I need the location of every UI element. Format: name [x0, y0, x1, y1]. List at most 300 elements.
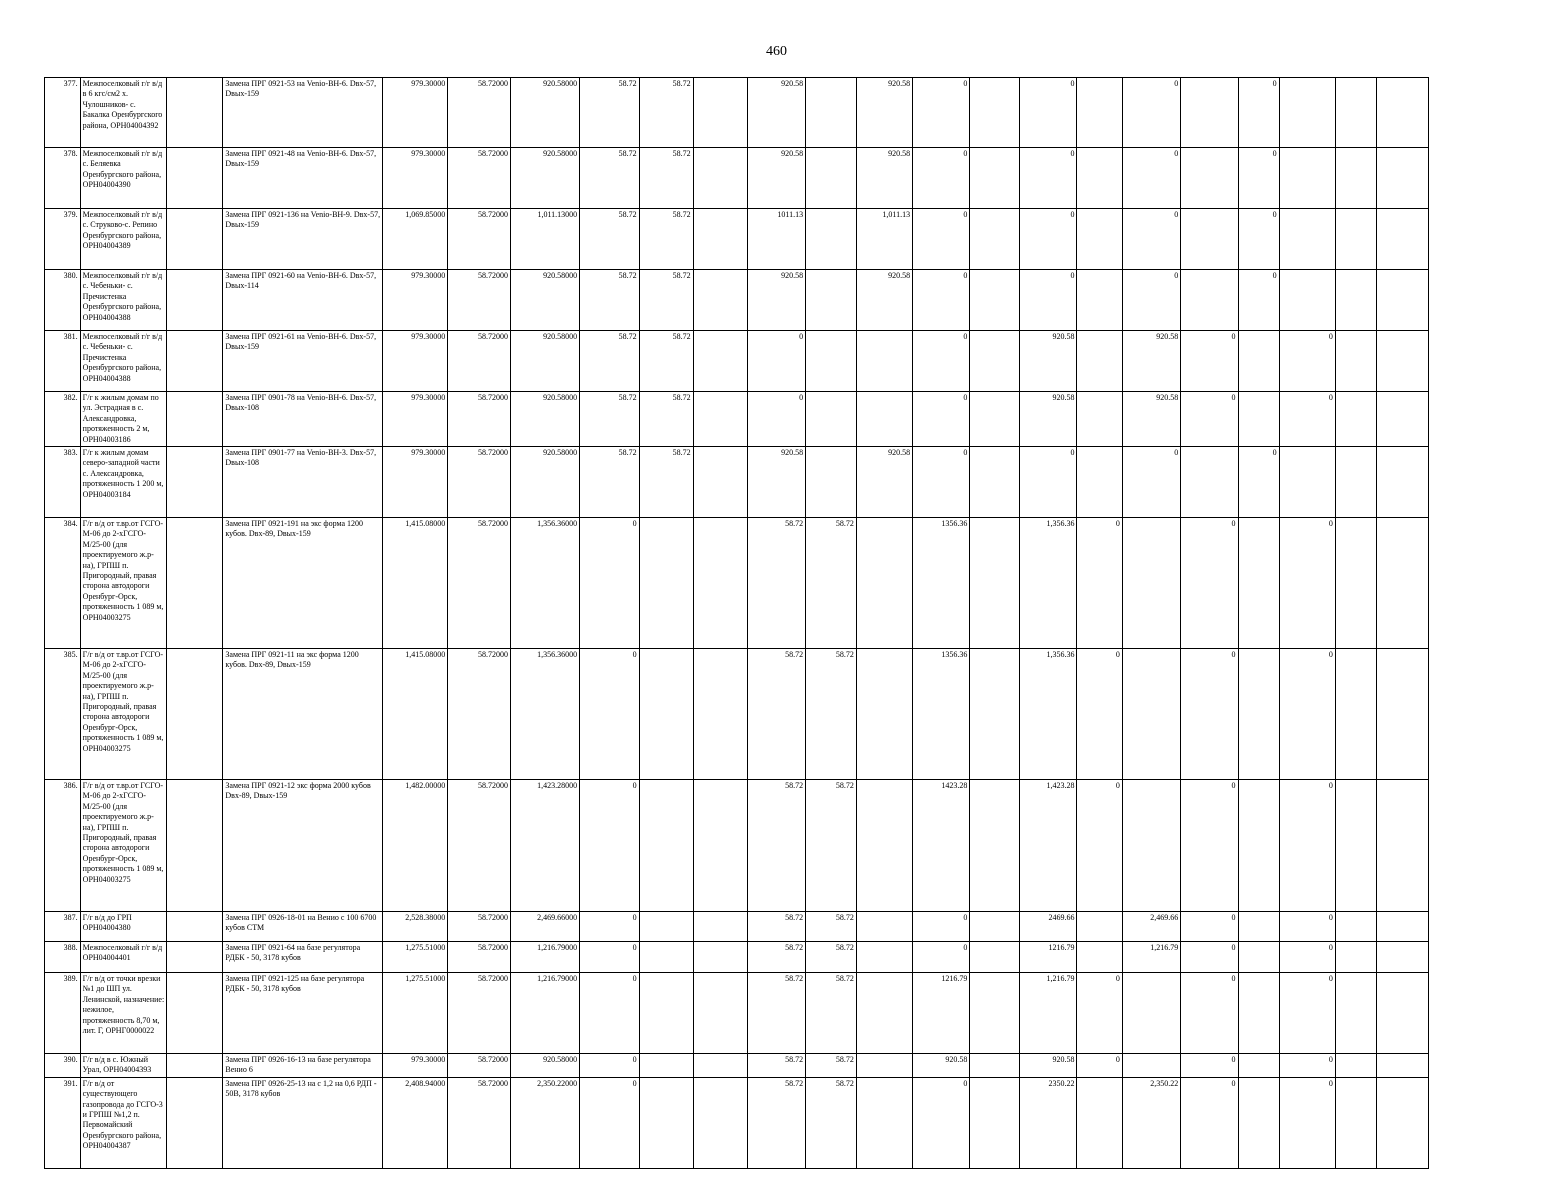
value-col-11	[970, 942, 1020, 973]
value-col-12: 920.58	[1020, 1054, 1077, 1078]
value-col-12: 2350.22	[1020, 1077, 1077, 1168]
value-col-5: 58.72	[639, 331, 693, 392]
value-col-16	[1238, 1054, 1279, 1078]
cost-part: 58.72000	[448, 447, 511, 518]
value-col-5	[639, 649, 693, 780]
value-col-15: 0	[1181, 1077, 1238, 1168]
total-cost: 1,275.51000	[383, 942, 448, 973]
value-col-6	[693, 780, 747, 912]
work-description: Замена ПРГ 0921-11 на экс форма 1200 кубов. Dвх-89, Dвых-159	[223, 649, 383, 780]
row-number: 384.	[45, 518, 81, 649]
value-col-15: 0	[1181, 912, 1238, 942]
work-description: Замена ПРГ 0921-12 экс форма 2000 кубов Dвх-89, Dвых-159	[223, 780, 383, 912]
table-row	[45, 1054, 1429, 1078]
work-description: Замена ПРГ 0901-78 на Venio-ВН-6. Dвх-57, Dвых-108	[223, 392, 383, 447]
cost-part: 58.72000	[448, 331, 511, 392]
value-col-13: 0	[1077, 1054, 1122, 1078]
value-col-17: 0	[1279, 912, 1335, 942]
row-number: 386.	[45, 780, 81, 912]
total-cost: 979.30000	[383, 392, 448, 447]
value-col-15	[1181, 270, 1238, 331]
table-row	[45, 973, 1429, 1054]
value-col-8	[806, 392, 857, 447]
value-col-12: 1216.79	[1020, 942, 1077, 973]
value-col-4: 58.72	[580, 392, 639, 447]
value-col-14: 920.58	[1122, 331, 1180, 392]
empty-cell	[1335, 270, 1376, 331]
empty-cell	[1335, 942, 1376, 973]
value-col-6	[693, 649, 747, 780]
total-cost: 979.30000	[383, 148, 448, 209]
cost-remaining: 920.58000	[510, 1054, 579, 1078]
cost-part: 58.72000	[448, 270, 511, 331]
value-col-10: 1356.36	[913, 518, 970, 649]
value-col-9	[856, 518, 912, 649]
value-col-12: 0	[1020, 270, 1077, 331]
value-col-5	[639, 1077, 693, 1168]
value-col-8: 58.72	[806, 942, 857, 973]
value-col-4: 58.72	[580, 78, 639, 148]
value-col-12: 0	[1020, 148, 1077, 209]
value-col-10: 0	[913, 1077, 970, 1168]
value-col-5	[639, 912, 693, 942]
object-name: Межпоселковый г/г в/д в 6 кгс/см2 х. Чулошников- с. Бакалка Оренбургского района, ОРН04004392	[80, 78, 167, 148]
cost-part: 58.72000	[448, 1077, 511, 1168]
value-col-5: 58.72	[639, 392, 693, 447]
value-col-11	[970, 148, 1020, 209]
value-col-4: 0	[580, 1054, 639, 1078]
row-number: 390.	[45, 1054, 81, 1078]
value-col-11	[970, 1077, 1020, 1168]
cost-remaining: 1,356.36000	[510, 649, 579, 780]
value-col-17	[1279, 148, 1335, 209]
value-col-11	[970, 78, 1020, 148]
value-col-7: 58.72	[747, 780, 805, 912]
table-row	[45, 942, 1429, 973]
value-col-17: 0	[1279, 392, 1335, 447]
value-col-5: 58.72	[639, 270, 693, 331]
work-description: Замена ПРГ 0926-25-13 на с 1,2 на 0,6 РДП - 50В, 3178 кубов	[223, 1077, 383, 1168]
value-col-17: 0	[1279, 518, 1335, 649]
empty-cell	[167, 270, 223, 331]
value-col-10: 0	[913, 447, 970, 518]
table-row	[45, 331, 1429, 392]
value-col-14: 920.58	[1122, 392, 1180, 447]
value-col-17	[1279, 209, 1335, 270]
value-col-9	[856, 780, 912, 912]
value-col-11	[970, 270, 1020, 331]
cost-remaining: 1,216.79000	[510, 973, 579, 1054]
work-description: Замена ПРГ 0926-18-01 на Венио с 100 6700 кубов СТМ	[223, 912, 383, 942]
table-row	[45, 209, 1429, 270]
total-cost: 2,528.38000	[383, 912, 448, 942]
table-row	[45, 1077, 1429, 1168]
value-col-9: 1,011.13	[856, 209, 912, 270]
value-col-17: 0	[1279, 780, 1335, 912]
value-col-11	[970, 973, 1020, 1054]
value-col-10: 0	[913, 209, 970, 270]
object-name: Г/г в/д от точки врезки №1 до ШП ул. Ленинской, назначение: нежилое, протяженность 8,70 м, лит. Г, ОРНГ0000022	[80, 973, 167, 1054]
value-col-17	[1279, 270, 1335, 331]
value-col-16: 0	[1238, 209, 1279, 270]
value-col-11	[970, 912, 1020, 942]
value-col-5	[639, 518, 693, 649]
empty-cell	[167, 78, 223, 148]
value-col-11	[970, 392, 1020, 447]
value-col-12: 0	[1020, 447, 1077, 518]
value-col-16	[1238, 331, 1279, 392]
value-col-15: 0	[1181, 649, 1238, 780]
value-col-10: 1216.79	[913, 973, 970, 1054]
value-col-13	[1077, 270, 1122, 331]
empty-cell	[167, 1054, 223, 1078]
value-col-15: 0	[1181, 1054, 1238, 1078]
value-col-12: 2469.66	[1020, 912, 1077, 942]
cost-part: 58.72000	[448, 78, 511, 148]
value-col-13	[1077, 209, 1122, 270]
value-col-9: 920.58	[856, 78, 912, 148]
value-col-13	[1077, 912, 1122, 942]
object-name: Межпоселковый г/г в/д ОРН04004401	[80, 942, 167, 973]
value-col-14: 0	[1122, 209, 1180, 270]
cost-part: 58.72000	[448, 518, 511, 649]
total-cost: 1,415.08000	[383, 649, 448, 780]
value-col-8	[806, 209, 857, 270]
empty-cell	[1376, 392, 1428, 447]
cost-part: 58.72000	[448, 649, 511, 780]
empty-cell	[167, 942, 223, 973]
cost-remaining: 1,011.13000	[510, 209, 579, 270]
value-col-8	[806, 331, 857, 392]
cost-part: 58.72000	[448, 148, 511, 209]
row-number: 389.	[45, 973, 81, 1054]
value-col-12: 920.58	[1020, 331, 1077, 392]
empty-cell	[1335, 518, 1376, 649]
value-col-12: 1,356.36	[1020, 649, 1077, 780]
value-col-4: 58.72	[580, 148, 639, 209]
value-col-6	[693, 1054, 747, 1078]
work-description: Замена ПРГ 0921-61 на Venio-ВН-6. Dвх-57, Dвых-159	[223, 331, 383, 392]
value-col-9	[856, 331, 912, 392]
value-col-14	[1122, 973, 1180, 1054]
value-col-15: 0	[1181, 331, 1238, 392]
value-col-6	[693, 1077, 747, 1168]
value-col-14	[1122, 1054, 1180, 1078]
value-col-14: 2,469.66	[1122, 912, 1180, 942]
work-description: Замена ПРГ 0921-48 на Venio-ВН-6. Dвх-57, Dвых-159	[223, 148, 383, 209]
value-col-15	[1181, 447, 1238, 518]
value-col-17: 0	[1279, 942, 1335, 973]
value-col-13: 0	[1077, 649, 1122, 780]
empty-cell	[1335, 780, 1376, 912]
value-col-11	[970, 780, 1020, 912]
cost-part: 58.72000	[448, 912, 511, 942]
value-col-17: 0	[1279, 1054, 1335, 1078]
value-col-16: 0	[1238, 78, 1279, 148]
empty-cell	[1376, 270, 1428, 331]
value-col-10: 0	[913, 942, 970, 973]
value-col-16	[1238, 912, 1279, 942]
value-col-10: 920.58	[913, 1054, 970, 1078]
value-col-6	[693, 209, 747, 270]
value-col-5: 58.72	[639, 78, 693, 148]
total-cost: 1,275.51000	[383, 973, 448, 1054]
value-col-13	[1077, 148, 1122, 209]
value-col-15	[1181, 148, 1238, 209]
table-row	[45, 649, 1429, 780]
object-name: Г/г в/д от т.вр.от ГСГО-М-06 до 2-хГСГО-М/25-00 (для проектируемого ж.р-на), ГРПШ п. Пригородный, правая сторона автодороги Оренбург-Орск, протяженность 1 089 м, ОРН04003275	[80, 649, 167, 780]
value-col-6	[693, 331, 747, 392]
total-cost: 1,415.08000	[383, 518, 448, 649]
value-col-6	[693, 447, 747, 518]
value-col-5	[639, 1054, 693, 1078]
value-col-14: 0	[1122, 78, 1180, 148]
value-col-9	[856, 649, 912, 780]
value-col-4: 58.72	[580, 447, 639, 518]
value-col-8: 58.72	[806, 780, 857, 912]
value-col-7: 58.72	[747, 1054, 805, 1078]
work-description: Замена ПРГ 0921-53 на Venio-ВН-6. Dвх-57, Dвых-159	[223, 78, 383, 148]
empty-cell	[1376, 649, 1428, 780]
value-col-7: 920.58	[747, 270, 805, 331]
row-number: 377.	[45, 78, 81, 148]
value-col-10: 1356.36	[913, 649, 970, 780]
value-col-6	[693, 912, 747, 942]
empty-cell	[1335, 78, 1376, 148]
value-col-10: 0	[913, 912, 970, 942]
table-row	[45, 912, 1429, 942]
value-col-15: 0	[1181, 518, 1238, 649]
value-col-17	[1279, 447, 1335, 518]
row-number: 381.	[45, 331, 81, 392]
empty-cell	[167, 912, 223, 942]
empty-cell	[1335, 392, 1376, 447]
empty-cell	[1335, 331, 1376, 392]
value-col-6	[693, 973, 747, 1054]
value-col-7: 58.72	[747, 1077, 805, 1168]
empty-cell	[167, 780, 223, 912]
value-col-8: 58.72	[806, 649, 857, 780]
empty-cell	[1376, 942, 1428, 973]
value-col-10: 1423.28	[913, 780, 970, 912]
value-col-16	[1238, 1077, 1279, 1168]
value-col-11	[970, 209, 1020, 270]
total-cost: 1,069.85000	[383, 209, 448, 270]
value-col-8	[806, 78, 857, 148]
value-col-16: 0	[1238, 447, 1279, 518]
empty-cell	[1376, 331, 1428, 392]
row-number: 379.	[45, 209, 81, 270]
value-col-7: 58.72	[747, 942, 805, 973]
cost-remaining: 920.58000	[510, 392, 579, 447]
value-col-5	[639, 780, 693, 912]
value-col-8: 58.72	[806, 912, 857, 942]
value-col-4: 0	[580, 649, 639, 780]
cost-part: 58.72000	[448, 973, 511, 1054]
value-col-9	[856, 973, 912, 1054]
value-col-9	[856, 1077, 912, 1168]
value-col-14: 2,350.22	[1122, 1077, 1180, 1168]
value-col-10: 0	[913, 392, 970, 447]
value-col-12: 1,216.79	[1020, 973, 1077, 1054]
value-col-8	[806, 270, 857, 331]
value-col-14: 0	[1122, 447, 1180, 518]
empty-cell	[1376, 780, 1428, 912]
empty-cell	[167, 392, 223, 447]
value-col-12: 1,356.36	[1020, 518, 1077, 649]
value-col-15: 0	[1181, 942, 1238, 973]
empty-cell	[1335, 649, 1376, 780]
value-col-13	[1077, 392, 1122, 447]
empty-cell	[167, 1077, 223, 1168]
value-col-9: 920.58	[856, 148, 912, 209]
value-col-5	[639, 942, 693, 973]
value-col-11	[970, 649, 1020, 780]
value-col-5	[639, 973, 693, 1054]
value-col-16	[1238, 518, 1279, 649]
value-col-15	[1181, 78, 1238, 148]
empty-cell	[1376, 209, 1428, 270]
data-table	[44, 77, 1429, 1169]
empty-cell	[1376, 1054, 1428, 1078]
cost-remaining: 920.58000	[510, 78, 579, 148]
value-col-9	[856, 1054, 912, 1078]
cost-remaining: 920.58000	[510, 148, 579, 209]
empty-cell	[1376, 1077, 1428, 1168]
value-col-17: 0	[1279, 331, 1335, 392]
value-col-15	[1181, 209, 1238, 270]
table-row	[45, 270, 1429, 331]
object-name: Г/г в/д от т.вр.от ГСГО-М-06 до 2-хГСГО-М/25-00 (для проектируемого ж.р-на), ГРПШ п. Пригородный, правая сторона автодороги Оренбург-Орск, протяженность 1 089 м, ОРН04003275	[80, 780, 167, 912]
table-row	[45, 447, 1429, 518]
value-col-7: 58.72	[747, 973, 805, 1054]
value-col-8	[806, 447, 857, 518]
value-col-8: 58.72	[806, 1077, 857, 1168]
empty-cell	[1376, 912, 1428, 942]
value-col-6	[693, 270, 747, 331]
empty-cell	[1376, 148, 1428, 209]
total-cost: 979.30000	[383, 270, 448, 331]
value-col-17: 0	[1279, 649, 1335, 780]
work-description: Замена ПРГ 0926-16-13 на базе регулятора Венио 6	[223, 1054, 383, 1078]
empty-cell	[167, 148, 223, 209]
object-name: Г/г к жилым домам северо-западной части с. Александровка, протяженность 1 200 м, ОРН04003184	[80, 447, 167, 518]
page-number: 460	[766, 44, 787, 59]
total-cost: 979.30000	[383, 1054, 448, 1078]
empty-cell	[1335, 209, 1376, 270]
value-col-7: 58.72	[747, 649, 805, 780]
cost-remaining: 920.58000	[510, 270, 579, 331]
value-col-7: 920.58	[747, 78, 805, 148]
value-col-9: 920.58	[856, 447, 912, 518]
value-col-5: 58.72	[639, 209, 693, 270]
value-col-8: 58.72	[806, 1054, 857, 1078]
value-col-4: 0	[580, 973, 639, 1054]
value-col-7: 1011.13	[747, 209, 805, 270]
value-col-13	[1077, 331, 1122, 392]
empty-cell	[167, 331, 223, 392]
value-col-6	[693, 518, 747, 649]
row-number: 388.	[45, 942, 81, 973]
cost-part: 58.72000	[448, 209, 511, 270]
empty-cell	[1376, 518, 1428, 649]
total-cost: 2,408.94000	[383, 1077, 448, 1168]
value-col-4: 58.72	[580, 270, 639, 331]
work-description: Замена ПРГ 0901-77 на Venio-ВН-3. Dвх-57, Dвых-108	[223, 447, 383, 518]
cost-part: 58.72000	[448, 780, 511, 912]
empty-cell	[1335, 912, 1376, 942]
value-col-9: 920.58	[856, 270, 912, 331]
value-col-12: 920.58	[1020, 392, 1077, 447]
value-col-6	[693, 148, 747, 209]
empty-cell	[167, 209, 223, 270]
total-cost: 979.30000	[383, 78, 448, 148]
empty-cell	[1376, 447, 1428, 518]
total-cost: 979.30000	[383, 447, 448, 518]
value-col-6	[693, 942, 747, 973]
object-name: Межпоселковый г/г в/д с. Чебеньки- с. Пречистенка Оренбургского района, ОРН04004388	[80, 331, 167, 392]
value-col-11	[970, 447, 1020, 518]
value-col-14: 0	[1122, 148, 1180, 209]
cost-part: 58.72000	[448, 392, 511, 447]
value-col-13	[1077, 1077, 1122, 1168]
value-col-7: 58.72	[747, 912, 805, 942]
empty-cell	[1335, 447, 1376, 518]
value-col-12: 0	[1020, 78, 1077, 148]
value-col-5: 58.72	[639, 447, 693, 518]
value-col-5: 58.72	[639, 148, 693, 209]
value-col-4: 0	[580, 942, 639, 973]
work-description: Замена ПРГ 0921-136 на Venio-ВН-9. Dвх-57, Dвых-159	[223, 209, 383, 270]
value-col-8: 58.72	[806, 518, 857, 649]
cost-remaining: 2,469.66000	[510, 912, 579, 942]
object-name: Г/г к жилым домам по ул. Эстрадная в с. Александровка, протяженность 2 м, ОРН04003186	[80, 392, 167, 447]
cost-remaining: 1,216.79000	[510, 942, 579, 973]
value-col-4: 58.72	[580, 331, 639, 392]
value-col-12: 1,423.28	[1020, 780, 1077, 912]
row-number: 383.	[45, 447, 81, 518]
empty-cell	[1376, 78, 1428, 148]
value-col-13	[1077, 447, 1122, 518]
value-col-17: 0	[1279, 973, 1335, 1054]
value-col-7: 0	[747, 392, 805, 447]
value-col-4: 0	[580, 780, 639, 912]
value-col-7: 0	[747, 331, 805, 392]
object-name: Межпоселковый г/г в/д с. Струково-с. Репино Оренбургского района, ОРН04004389	[80, 209, 167, 270]
empty-cell	[167, 518, 223, 649]
object-name: Г/г в/д от существующего газопровода до ГСГО-3 и ГРПШ №1,2 п. Первомайский Оренбургского района, ОРН04004387	[80, 1077, 167, 1168]
object-name: Межпоселковый г/г в/д с. Беляевка Оренбургского района, ОРН04004390	[80, 148, 167, 209]
empty-cell	[1376, 973, 1428, 1054]
value-col-13: 0	[1077, 780, 1122, 912]
row-number: 380.	[45, 270, 81, 331]
object-name: Г/г в/д от т.вр.от ГСГО-М-06 до 2-хГСГО-М/25-00 (для проектируемого ж.р-на), ГРПШ п. Пригородный, правая сторона автодороги Оренбург-Орск, протяженность 1 089 м, ОРН04003275	[80, 518, 167, 649]
cost-remaining: 2,350.22000	[510, 1077, 579, 1168]
value-col-15: 0	[1181, 780, 1238, 912]
empty-cell	[1335, 1054, 1376, 1078]
value-col-13	[1077, 942, 1122, 973]
value-col-17: 0	[1279, 1077, 1335, 1168]
empty-cell	[167, 447, 223, 518]
value-col-14	[1122, 780, 1180, 912]
value-col-13: 0	[1077, 973, 1122, 1054]
value-col-14: 1,216.79	[1122, 942, 1180, 973]
value-col-13	[1077, 78, 1122, 148]
total-cost: 1,482.00000	[383, 780, 448, 912]
object-name: Г/г в/д до ГРП ОРН04004380	[80, 912, 167, 942]
row-number: 391.	[45, 1077, 81, 1168]
table-row	[45, 392, 1429, 447]
